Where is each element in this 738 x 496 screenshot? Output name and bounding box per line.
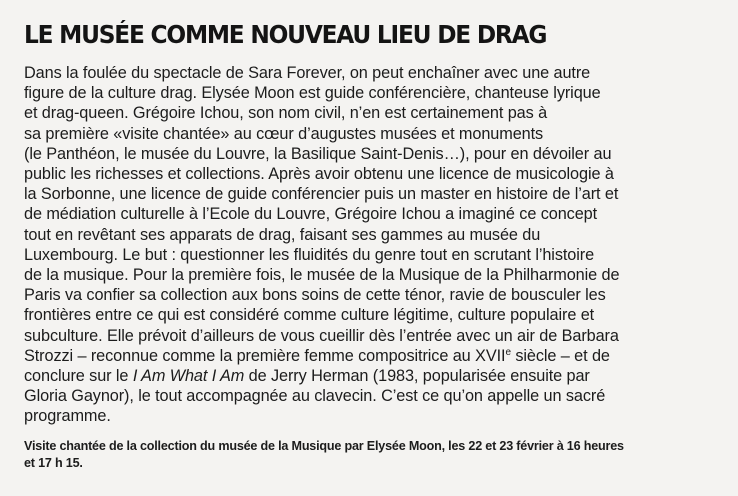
body-line: sa première «visite chantée» au cœur d’augustes musées et monuments bbox=[24, 124, 544, 143]
body-line: de la musique. Pour la première fois, le musée de la Musique de la Philharmonie de bbox=[24, 266, 620, 285]
article bbox=[24, 20, 724, 473]
body-line: et drag-queen. Grégoire Ichou, son nom civil, n’en est certainement pas à bbox=[24, 104, 548, 123]
body-line: (le Panthéon, le musée du Louvre, la Basilique Saint-Denis…), pour en dévoiler au bbox=[24, 144, 612, 163]
body-line: tout en revêtant ses apparats de drag, faisant ses gammes au musée du bbox=[24, 225, 541, 244]
body-text-fragment: de Jerry Herman (1983, popularisée ensuite par bbox=[244, 367, 590, 386]
body-line: Luxembourg. Le but : questionner les fluidités du genre tout en scrutant l’histoire bbox=[24, 245, 595, 264]
body-line: Dans la foulée du spectacle de Sara Forever, on peut enchaîner avec une autre bbox=[24, 64, 591, 82]
body-line: public les richesses et collections. Après avoir obtenu une licence de musicologie à bbox=[24, 165, 614, 184]
body-line: frontières entre ce qui est considéré comme culture légitime, culture populaire et bbox=[24, 306, 595, 325]
body-line: subculture. Elle prévoit d’ailleurs de vous cueillir dès l’entrée avec un air de Barbara bbox=[24, 326, 619, 345]
body-line bbox=[24, 346, 724, 366]
body-text-fragment: Strozzi – reconnue comme la première femme compositrice au XVII bbox=[24, 346, 506, 365]
article-headline: LE MUSÉE COMME NOUVEAU LIEU DE DRAG bbox=[24, 20, 547, 49]
event-info bbox=[24, 438, 724, 473]
body-line: Gloria Gaynor), le tout accompagnée au clavecin. C’est ce qu’on appelle un sacré bbox=[24, 387, 606, 406]
body-text-fragment: siècle – et de bbox=[510, 346, 610, 365]
body-line: Paris va confier sa collection aux bons soins de cette ténor, ravie de bousculer les bbox=[24, 286, 606, 305]
body-line: programme. bbox=[24, 407, 111, 426]
body-text-fragment: conclure sur le bbox=[24, 367, 133, 386]
event-info-line: et 17 h 15. bbox=[24, 456, 83, 471]
song-title: I Am What I Am bbox=[132, 367, 245, 386]
body-line: de médiation culturelle à l’Ecole du Louvre, Grégoire Ichou a imaginé ce concept bbox=[24, 205, 598, 224]
body-line: figure de la culture drag. Elysée Moon est guide conférencière, chanteuse lyrique bbox=[24, 84, 601, 103]
article-body bbox=[24, 63, 724, 427]
body-line bbox=[24, 366, 724, 386]
event-info-line: Visite chantée de la collection du musée de la Musique par Elysée Moon, les 22 et 23 février à 16 heures bbox=[24, 438, 624, 453]
century-superscript: e bbox=[505, 346, 511, 358]
body-line: la Sorbonne, une licence de guide conférencier puis un master en histoire de l’art et bbox=[24, 185, 619, 204]
